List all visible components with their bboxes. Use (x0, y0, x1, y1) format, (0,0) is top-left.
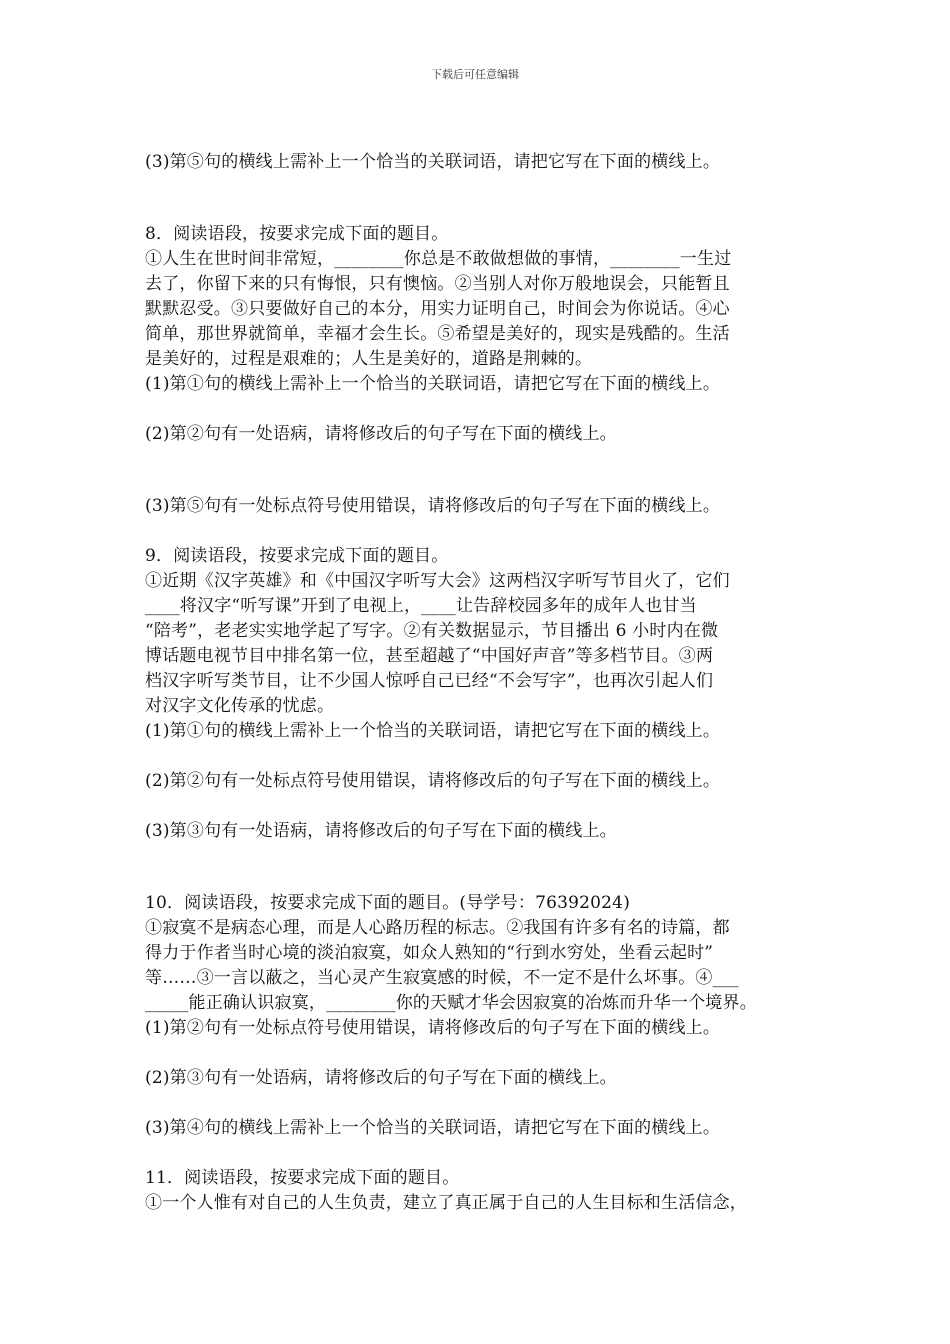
q9-line: ____将汉字“听写课”开到了电视上，____让告辞校园多年的成年人也甘当 (145, 596, 697, 616)
q8-sub2: (2)第②句有一处语病，请将修改后的句子写在下面的横线上。 (145, 424, 617, 444)
q10-paragraph (145, 916, 813, 1016)
q9-title: 9．阅读语段，按要求完成下面的题目。 (145, 546, 449, 566)
question-10 (145, 891, 813, 1141)
q9-line: 对汉字文化传承的忧虑。 (145, 696, 335, 716)
q8-line: 简单，那世界就简单，幸福才会生长。⑤希望是美好的，现实是残酷的。生活 (145, 324, 730, 344)
q11-paragraph (145, 1191, 813, 1216)
q9-paragraph (145, 569, 813, 719)
q9-sub3: (3)第③句有一处语病，请将修改后的句子写在下面的横线上。 (145, 821, 617, 841)
q11-title: 11．阅读语段，按要求完成下面的题目。 (145, 1168, 460, 1188)
q8-line: ①人生在世时间非常短，________你总是不敢做想做的事情，________一生过 (145, 249, 732, 269)
question-9 (145, 544, 813, 844)
q8-line: 是美好的，过程是艰难的；人生是美好的，道路是荆棘的。 (145, 349, 593, 369)
q9-line: ①近期《汉字英雄》和《中国汉字听写大会》这两档汉字听写节目火了，它们 (145, 571, 730, 591)
document-body (145, 150, 813, 1216)
q7-sub3: (3)第⑤句的横线上需补上一个恰当的关联词语，请把它写在下面的横线上。 (145, 152, 721, 172)
q8-title: 8．阅读语段，按要求完成下面的题目。 (145, 224, 449, 244)
q10-line: 等……③一言以蔽之，当心灵产生寂寞感的时候，不一定不是什么坏事。④___ (145, 968, 739, 988)
q8-sub3: (3)第⑤句有一处标点符号使用错误，请将修改后的句子写在下面的横线上。 (145, 496, 721, 516)
q9-sub2: (2)第②句有一处标点符号使用错误，请将修改后的句子写在下面的横线上。 (145, 771, 721, 791)
question-11 (145, 1166, 813, 1216)
q10-sub1: (1)第②句有一处标点符号使用错误，请将修改后的句子写在下面的横线上。 (145, 1018, 721, 1038)
q8-line: 默默忍受。③只要做好自己的本分，用实力证明自己，时间会为你说话。④心 (145, 299, 730, 319)
question-8 (145, 222, 813, 519)
q10-line: 得力于作者当时心境的淡泊寂寞，如众人熟知的“行到水穷处，坐看云起时” (145, 943, 714, 963)
q10-title: 10．阅读语段，按要求完成下面的题目。(导学号：76392024) (145, 893, 631, 913)
q8-line: 去了，你留下来的只有悔恨，只有懊恼。②当别人对你万般地误会，只能暂且 (145, 274, 730, 294)
q11-line: ①一个人惟有对自己的人生负责，建立了真正属于自己的人生目标和生活信念， (145, 1193, 747, 1213)
q10-line: _____能正确认识寂寞，________你的天赋才华会因寂寞的冶炼而升华一个境界。 (145, 993, 757, 1013)
q10-line: ①寂寞不是病态心理，而是人心路历程的标志。②我国有许多有名的诗篇，都 (145, 918, 730, 938)
q9-line: 档汉字听写类节目，让不少国人惊呼自己已经“不会写字”，也再次引起人们 (145, 671, 714, 691)
q9-line: 博话题电视节目中排名第一位，甚至超越了“中国好声音”等多档节目。③两 (145, 646, 714, 666)
q8-paragraph (145, 247, 813, 372)
page-header: 下载后可任意编辑 (431, 68, 519, 81)
q10-sub2: (2)第③句有一处语病，请将修改后的句子写在下面的横线上。 (145, 1068, 617, 1088)
q9-line: “陪考”，老老实实地学起了写字。②有关数据显示，节目播出 6 小时内在微 (145, 621, 719, 641)
q8-sub1: (1)第①句的横线上需补上一个恰当的关联词语，请把它写在下面的横线上。 (145, 374, 721, 394)
q9-sub1: (1)第①句的横线上需补上一个恰当的关联词语，请把它写在下面的横线上。 (145, 721, 721, 741)
q10-sub3: (3)第④句的横线上需补上一个恰当的关联词语，请把它写在下面的横线上。 (145, 1118, 721, 1138)
